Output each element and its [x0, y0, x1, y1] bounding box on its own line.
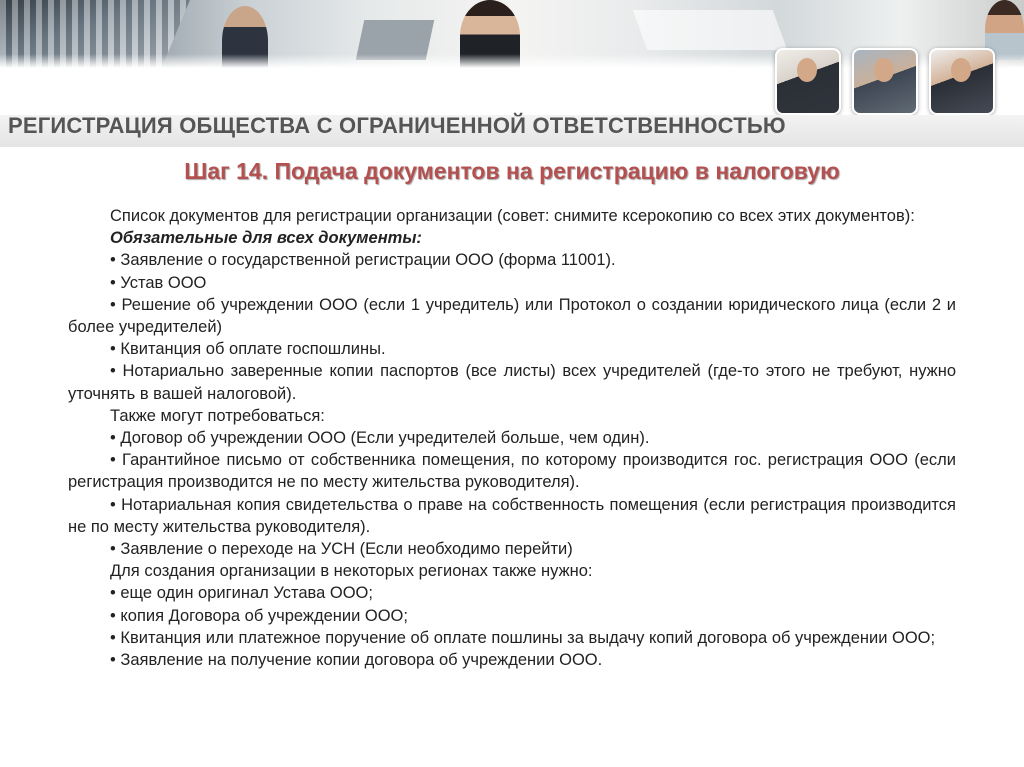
thumbnail-face: [951, 58, 971, 82]
list-item: • Устав ООО: [110, 273, 207, 292]
team-thumbnail-3: [929, 48, 995, 115]
list-item: • Квитанция или платежное поручение об оплате пошлины за выдачу копий договора об учреждении ООО;: [110, 628, 936, 647]
list-item: • еще один оригинал Устава ООО;: [110, 584, 373, 603]
list-item: • копия Договора об учреждении ООО;: [110, 606, 408, 625]
team-thumbnail-2: [852, 48, 918, 115]
list-item: • Заявление на получение копии договора об учреждении ООО.: [110, 651, 603, 670]
list-item: • Нотариальная копия свидетельства о праве на собственность помещения (если регистрация производится не по месту жительства руководителя).: [68, 495, 956, 536]
list-item: • Заявление о государственной регистрации ООО (форма 11001).: [110, 251, 616, 270]
slide-title: РЕГИСТРАЦИЯ ОБЩЕСТВА С ОГРАНИЧЕННОЙ ОТВЕТСТВЕННОСТЬЮ: [8, 113, 786, 138]
intro-text: Список документов для регистрации организации (совет: снимите ксерокопию со всех этих документов):: [110, 207, 915, 225]
list-item: • Решение об учреждении ООО (если 1 учредитель) или Протокол о создании юридического лица (если 2 и более учредителей): [68, 295, 956, 337]
list-item: • Гарантийное письмо от собственника помещения, по которому производится гос. регистрация ООО (если регистрация производится не по месту жительства руководителя).: [68, 451, 956, 492]
thumbnail-face: [797, 58, 817, 82]
team-thumbnail-1: [775, 48, 841, 115]
list-item: • Заявление о переходе на УСН (Если необходимо перейти): [110, 540, 573, 559]
list-item: • Договор об учреждении ООО (Если учредителей больше, чем один).: [110, 429, 650, 448]
list-item: • Нотариально заверенные копии паспортов (все листы) всех учредителей (где-то этого не требуют, нужно уточнять в вашей налоговой).: [68, 362, 956, 403]
additional-heading: Также могут потребоваться:: [110, 406, 325, 425]
document-list: [68, 205, 956, 671]
thumbnail-face: [874, 58, 894, 82]
regional-heading: Для создания организации в некоторых регионах также нужно:: [110, 562, 593, 581]
mandatory-heading: Обязательные для всех документы:: [110, 229, 422, 248]
list-item: • Квитанция об оплате госпошлины.: [110, 340, 386, 359]
step-title: Шаг 14. Подача документов на регистрацию в налоговую: [184, 158, 840, 184]
documents-photo: [633, 10, 788, 50]
